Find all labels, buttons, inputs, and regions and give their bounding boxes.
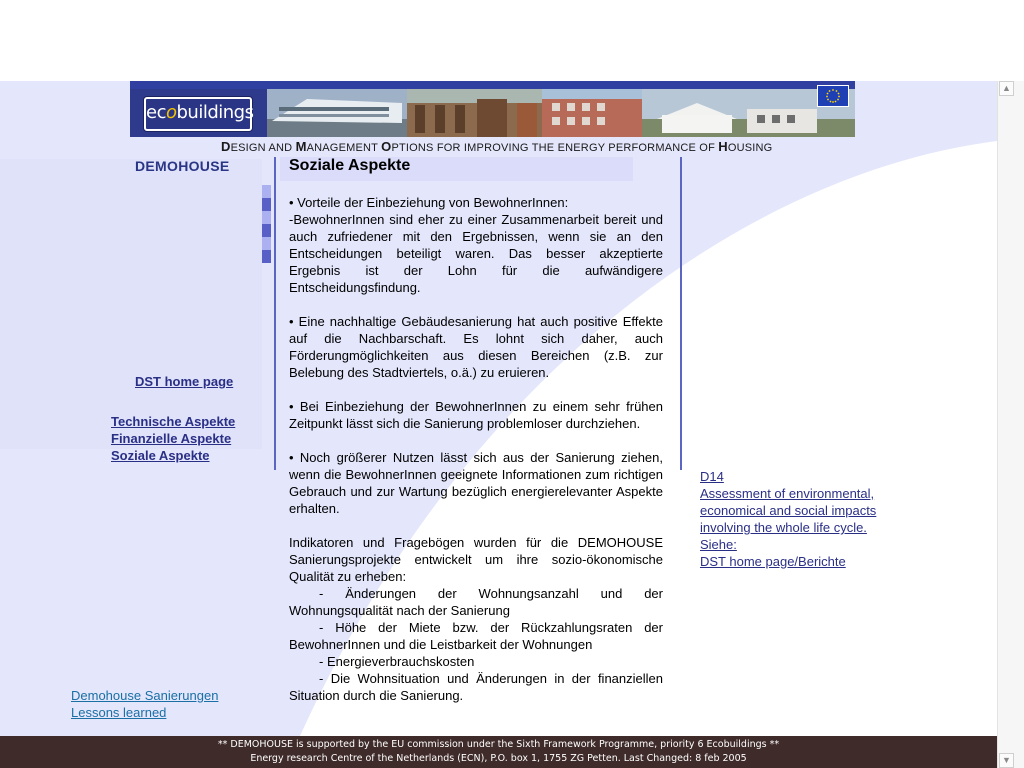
side-block bbox=[262, 250, 271, 263]
logo-text-o: o bbox=[165, 102, 177, 123]
d14-line[interactable]: D14 bbox=[700, 469, 724, 484]
tagline-cap-h: H bbox=[718, 139, 728, 154]
ecobuildings-logo bbox=[144, 97, 252, 131]
eu-flag-icon bbox=[817, 85, 849, 107]
side-decoration-blocks bbox=[262, 185, 271, 267]
nav-technische-aspekte[interactable]: Technische Aspekte bbox=[111, 414, 236, 429]
indicator-item: - Energieverbrauchskosten bbox=[319, 654, 475, 669]
side-block bbox=[262, 185, 271, 198]
tagline bbox=[221, 139, 772, 154]
demohouse-sanierungen-link[interactable]: Demohouse Sanierungen bbox=[71, 688, 219, 703]
lessons-learned-link[interactable]: Lessons learned bbox=[71, 705, 167, 720]
p1-head: • Vorteile der Einbeziehung von BewohnerInnen: bbox=[289, 195, 569, 210]
nav-finanzielle-aspekte[interactable]: Finanzielle Aspekte bbox=[111, 431, 232, 446]
banner-top-strip bbox=[130, 81, 855, 89]
p1-body: -BewohnerInnen sind eher zu einer Zusammenarbeit bereit und auch zufriedener mit den Ergebnissen, wenn sie an den Entscheidungen beteiligt waren. Das besser akzeptierte Ergebnis ist der Lohn für die aufwändigere Entscheidungsfindung. bbox=[289, 212, 663, 295]
building-photo-icon bbox=[267, 89, 855, 137]
banner bbox=[130, 81, 855, 137]
d14-line[interactable]: DST home page/Berichte bbox=[700, 554, 846, 569]
p2: • Eine nachhaltige Gebäudesanierung hat auch positive Effekte auf die Nachbarschaft. Es lohnt sich daher, auch Förderungmöglichkeiten aus diesen Bereichen (z.B. zur Belebung des Stadtviertels, o.ä.) zu eruieren. bbox=[289, 314, 663, 380]
main-content bbox=[289, 194, 663, 704]
p4: • Noch größerer Nutzen lässt sich aus der Sanierung ziehen, wenn die BewohnerInnen geeignete Informationen zum richtigen Gebrauch und zur Wartung bezüglich energierelevanter Aspekte erhalten. bbox=[289, 450, 663, 516]
indicator-item: - Höhe der Miete bzw. der Rückzahlungsraten der BewohnerInnen und die Leistbarkeit der Wohnungen bbox=[289, 620, 663, 652]
tagline-part-4: OUSING bbox=[727, 142, 773, 154]
logo-text-a: ec bbox=[146, 102, 166, 123]
footer-line-1: ** DEMOHOUSE is supported by the EU commission under the Sixth Framework Programme, priority 6 Ecobuildings ** bbox=[217, 739, 780, 750]
tagline-cap-m: M bbox=[295, 139, 307, 154]
page-title: Soziale Aspekte bbox=[289, 157, 411, 174]
p3: • Bei Einbeziehung der BewohnerInnen zu einem sehr frühen Zeitpunkt lässt sich die Sanierung problemloser durchziehen. bbox=[289, 399, 663, 431]
side-block bbox=[262, 237, 271, 250]
vertical-scrollbar[interactable] bbox=[997, 81, 1024, 768]
scroll-down-icon[interactable]: ▼ bbox=[999, 753, 1014, 768]
footer-line-2: Energy research Centre of the Netherlands (ECN), P.O. box 1, 1755 ZG Petten. Last Changed: 8 feb 2005 bbox=[250, 753, 747, 764]
tagline-cap-o: O bbox=[381, 139, 392, 154]
tagline-part-3: PTIONS FOR IMPROVING THE ENERGY PERFORMANCE OF bbox=[391, 142, 719, 154]
tagline-part-2: ANAGEMENT bbox=[306, 142, 382, 154]
p5-intro: Indikatoren und Fragebögen wurden für die DEMOHOUSE Sanierungsprojekte entwickelt um ihre sozio-ökonomische Qualität zu erheben: bbox=[289, 535, 663, 584]
eu-stars-icon bbox=[818, 86, 848, 106]
d14-line[interactable]: Siehe: bbox=[700, 537, 737, 552]
side-block bbox=[262, 224, 271, 237]
left-divider bbox=[274, 157, 276, 470]
d14-line[interactable]: involving the whole life cycle. bbox=[700, 520, 867, 535]
logo-text bbox=[146, 102, 254, 123]
side-block bbox=[262, 198, 271, 211]
nav-soziale-aspekte[interactable]: Soziale Aspekte bbox=[111, 448, 210, 463]
indicator-item: - Änderungen der Wohnungsanzahl und der Wohnungsqualität nach der Sanierung bbox=[289, 586, 663, 618]
logo-text-b: buildings bbox=[176, 102, 254, 123]
dst-home-link[interactable]: DST home page bbox=[135, 374, 234, 389]
demohouse-title: DEMOHOUSE bbox=[135, 158, 230, 174]
indicator-item: - Die Wohnsituation und Änderungen in der finanziellen Situation durch die Sanierung. bbox=[289, 671, 663, 703]
tagline-cap-d: D bbox=[221, 139, 231, 154]
scroll-up-icon[interactable]: ▲ bbox=[999, 81, 1014, 96]
d14-line[interactable]: Assessment of environmental, bbox=[700, 486, 875, 501]
side-block bbox=[262, 211, 271, 224]
footer bbox=[0, 736, 997, 768]
d14-line[interactable]: economical and social impacts bbox=[700, 503, 877, 518]
right-divider bbox=[680, 157, 682, 470]
d14-report-link[interactable] bbox=[700, 468, 910, 570]
tagline-part-1: ESIGN AND bbox=[230, 142, 296, 154]
